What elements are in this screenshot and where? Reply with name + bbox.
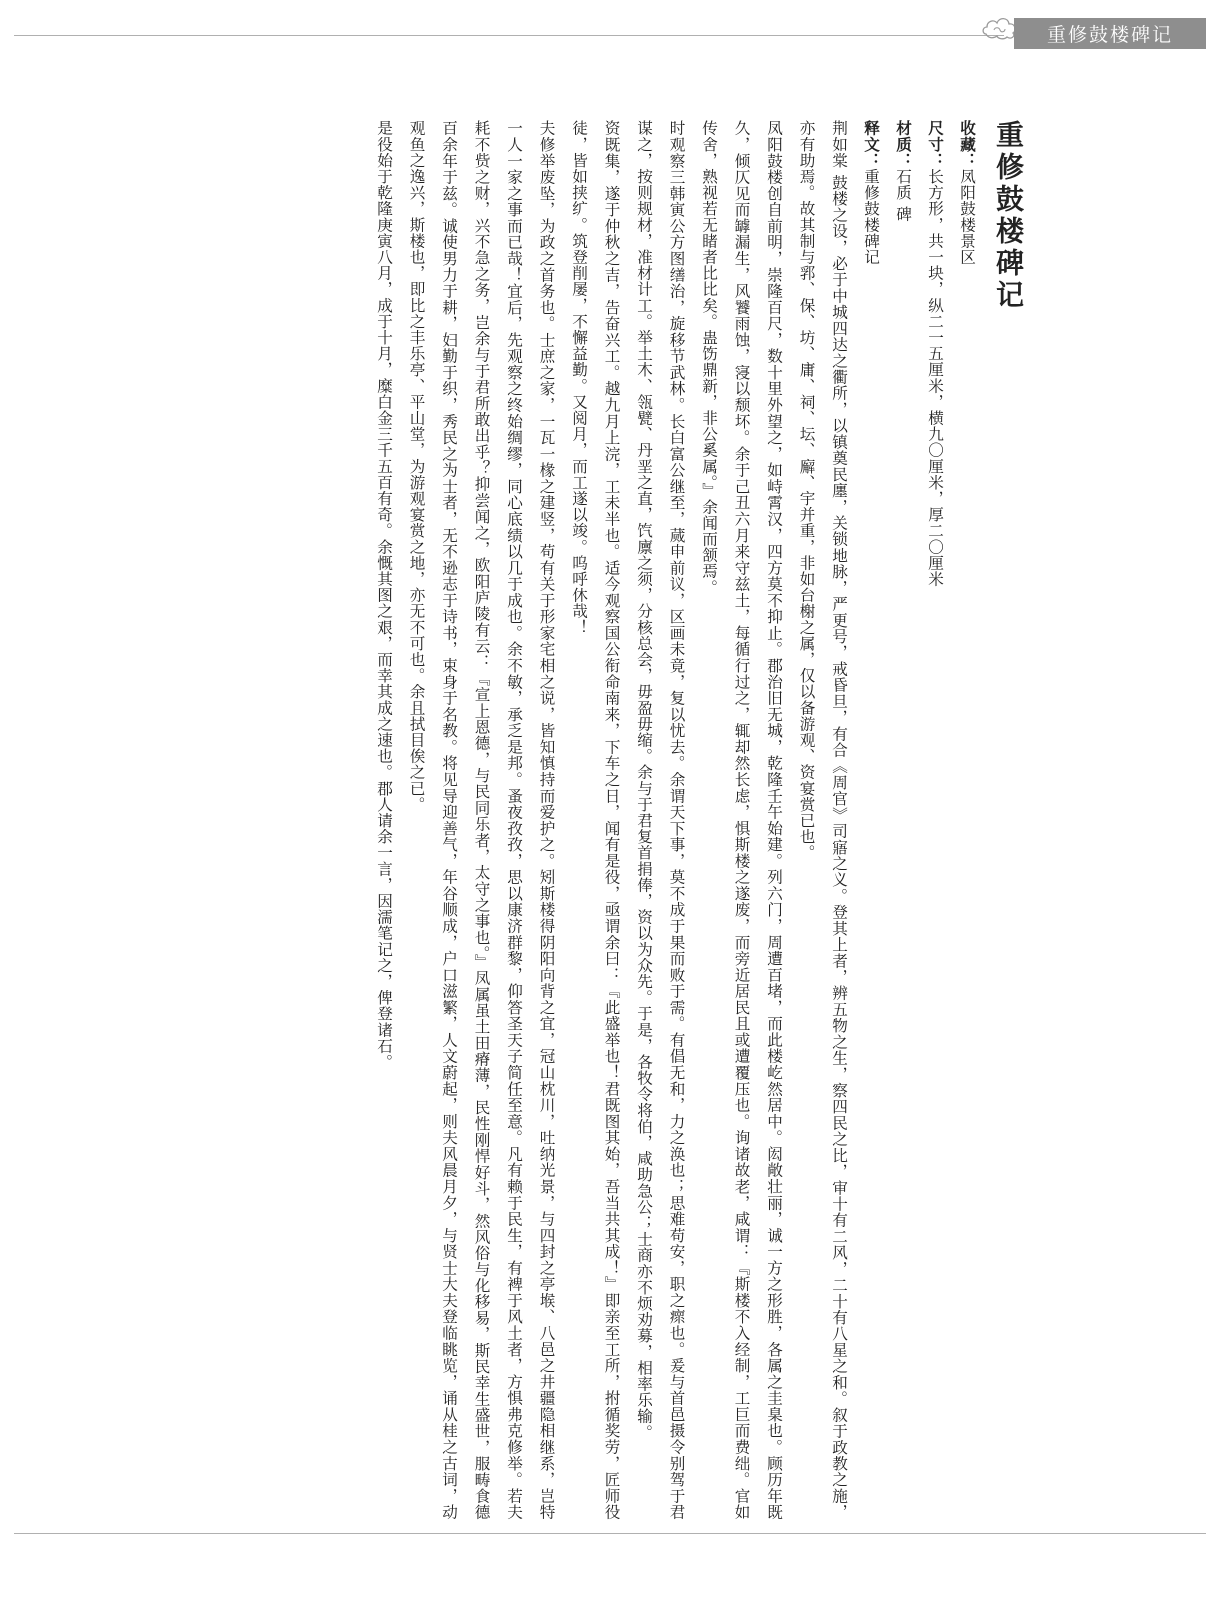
meta-value: 重修鼓楼碑记 [862,168,880,265]
meta-label: 收藏： [958,120,976,169]
header-rule [14,35,1004,36]
meta-label: 释文： [862,120,880,169]
meta-collection [951,120,983,1520]
meta-label: 尺寸： [926,120,944,169]
meta-size [919,120,951,1520]
paragraph: 夫修举废坠，为政之首务也。士庶之家，一瓦一椽之建竖，苟有关于形家宅相之说，皆知慎持而爱护之。矧斯楼得阴阳向背之宜，冠山枕川，吐纳光景，与四封之亭堠、八邑之井疆隐相继系，岂特一人一家之事而已哉！宜后，先观察之终始绸缪，同心底绩以几于成也。余不敏，承乏是邦。蚤夜孜孜，思以康济群黎，仰答圣天子简任至意。凡有赖于民生，有裨于风土者，方惧弗克修举。若夫耗不赀之财，兴不急之务，岂余与于君所敢出乎？抑尝闻之，欧阳庐陵有云：『宣上恩德，与民同乐者，太守之事也。』凤属虽土田瘠薄，民性刚悍好斗，然风俗与化移易，斯民幸生盛世，服畴食德百余年于兹。诚使男力于耕，妇勤于织，秀民之为士者，无不逊志于诗书，束身于名教。将见导迎善气，年谷顺成，户口滋繁，人文蔚起，则夫风晨月夕，与贤士大夫登临眺览，诵从桂之古词，动观鱼之逸兴，斯楼也，即比之丰乐亭、平山堂，为游观宴赏之地，亦无不可也。余且拭目俟之已。 [407,120,556,1520]
meta-value: 长方形，共一块，纵二一五厘米，横九〇厘米，厚二〇厘米 [926,168,944,587]
meta-label: 材质： [894,120,912,169]
chapter-tab: 重修鼓楼碑记 [1014,18,1206,49]
footer-rule [14,1533,1206,1534]
paragraph: 凤阳鼓楼创自前明，崇隆百尺，数十里外望之，如峙霄汉，四方莫不抑止。郡治旧无城，乾隆壬午始建。列六门，周遭百堵，而此楼屹然居中。闳敞壮丽，诚一方之形胜，各属之圭臬也。顾历年既久，倾仄见而罅漏生，风饕雨蚀，寖以颓坏。余于己丑六月来守兹土，每循行过之，辄却然长虑，惧斯楼之遂废，而旁近居民且或遭覆压也。询诸故老，咸谓：『斯楼不入经制，工巨而费绌。官如传舍，熟视若无睹者比比矣。蛊饬鼎新，非公奚属。』余闻而颔焉。 [700,120,783,1520]
meta-transcription [855,120,887,1520]
paragraph: 资既集，遂于仲秋之吉，告奋兴工。越九月上浣，工未半也。适今观察国公衔命南来，下车之日，闻有是役，亟谓余曰：『此盛举也！君既图其始，吾当共其成！』即亲至工所，拊循奖劳，匠师役徒，皆如挟纩。筑登削屡，不懈益勤。又阅月，而工遂以竣。呜呼休哉！ [570,120,621,1520]
document-title: 重修鼓楼碑记 [992,120,1025,312]
paragraph: 是役始于乾隆庚寅八月，成于十月，糜白金三千五百有奇。余慨其图之艰，而幸其成之速也。郡人请余一言，因濡笔记之，俾登诸石。 [375,120,393,1070]
stele-transcription [255,120,1025,1520]
paragraph: 荆如棠 鼓楼之设，必于中城四达之衢所，以镇奠民廛，关锁地脉，严更号，戒昏旦，有合《周官》司寤之义。登其上者，辨五物之生，察四民之比，审十有二风，二十有八星之和。叙于政教之施，亦有助焉。故其制与郛、保、坊、庸、祠、坛、廨、宇并重，非如台榭之属，仅以备游观、资宴赏已也。 [797,120,848,1520]
paragraph: 时观察三韩寅公方图缮治，旋移节武林。长白富公继至，蒇申前议，区画未竟，复以忧去。余谓天下事，莫不成于果而败于需。有倡无和，力之涣也；思难苟安，职之瘝也。爰与首邑摄令别驾于君谋之，按则规材，准材计工。举土木、瓴甓、丹垩之直，饩廪之须，分核总会，毋盈毋缩。余与于君复首捐俸，资以为众先。于是，各牧令将伯，咸助急公；士商亦不烦劝募，相率乐输。 [635,120,686,1520]
meta-material [887,120,919,1520]
meta-value: 石质 碑 [894,168,912,223]
meta-value: 凤阳鼓楼景区 [958,168,976,265]
